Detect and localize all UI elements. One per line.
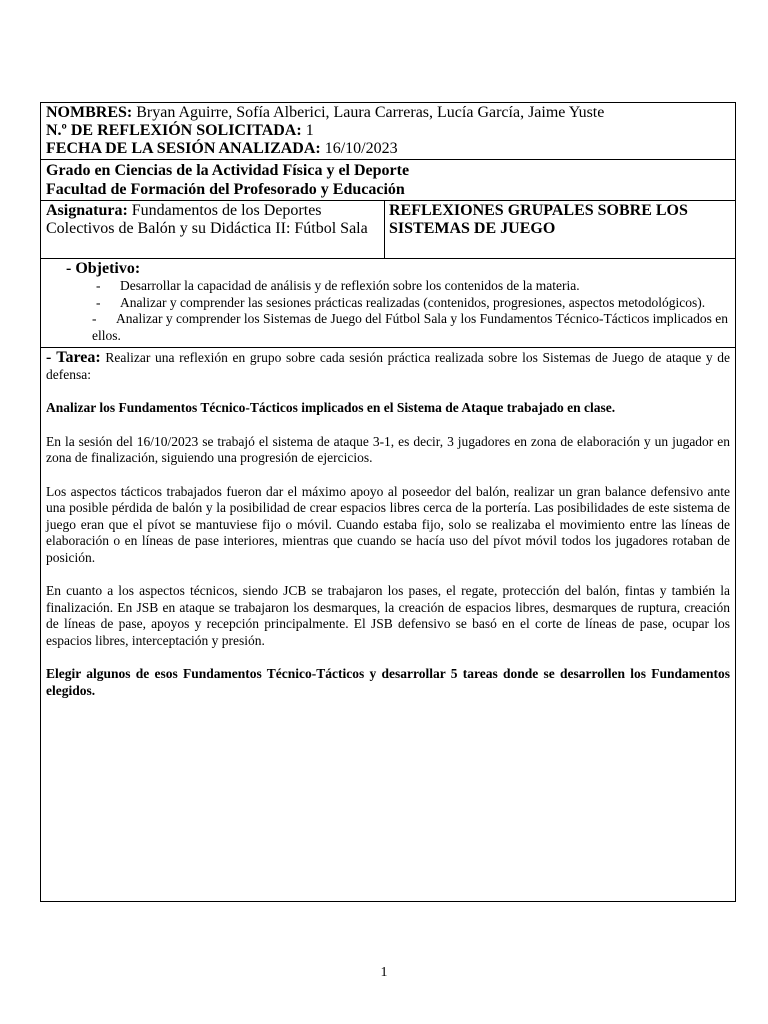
task-paragraph-2: Los aspectos tácticos trabajados fueron dar el máximo apoyo al poseedor del balón, realizar un gran balance defensivo ante una posible pérdida de balón y la posibilidad de crear espacios libres cerca de la portería. Las posibilidades de este sistema de juego eran que el pívot se mantuviese fijo o móvil. Cuando estaba fijo, solo se realizaba el movimiento entre las líneas de elaboración o en líneas de pase interiores, mientras que cuando se hacía uso del pívot móvil todos los jugadores rotaban de posición.	[46, 483, 730, 565]
reflection-number-line	[46, 122, 730, 140]
session-date-label: FECHA DE LA SESIÓN ANALIZADA:	[46, 140, 321, 157]
objectives-title: - Objetivo:	[66, 260, 141, 277]
task-label: - Tarea:	[46, 349, 101, 366]
session-date-line	[46, 140, 730, 158]
names-label: NOMBRES:	[46, 104, 133, 121]
degree-name: Grado en Ciencias de la Actividad Física y el Deporte	[46, 162, 410, 179]
task-intro	[46, 350, 730, 383]
objective-item: - Analizar y comprender los Sistemas de Juego del Fútbol Sala y los Fundamentos Técnico-Tácticos implicados en ellos.	[92, 311, 728, 343]
reflection-number-value: 1	[301, 122, 314, 139]
subject-section	[41, 201, 735, 259]
task-paragraph-1: En la sesión del 16/10/2023 se trabajó el sistema de ataque 3-1, es decir, 3 jugadores en zona de elaboración y un jugador en zona de finalización, siguiendo una progresión de ejercicios.	[46, 433, 730, 465]
objectives-list	[46, 278, 730, 344]
session-date-value: 16/10/2023	[320, 140, 398, 157]
objectives-section	[41, 259, 735, 348]
page-number: 1	[380, 965, 388, 980]
faculty-name: Facultad de Formación del Profesorado y Educación	[46, 181, 405, 198]
names-line	[46, 104, 730, 122]
reflection-number-label: N.º DE REFLEXIÓN SOLICITADA:	[46, 122, 302, 139]
subject-cell	[41, 201, 385, 258]
task-paragraph-3: En cuanto a los aspectos técnicos, siendo JCB se trabajaron los pases, el regate, protección del balón, fintas y también la finalización. En JSB en ataque se trabajaron los desmarques, la creación de espacios libres, desmarques de ruptura, creación de líneas de pase, apoyos y recepción principalmente. El JSB defensivo se basó en el corte de líneas de pase, ocupar los espacios libres, interceptación y presión.	[46, 583, 730, 648]
task-section	[41, 348, 735, 901]
subject-label: Asignatura:	[46, 202, 128, 219]
task-intro-text: Realizar una reflexión en grupo sobre cada sesión práctica realizada sobre los Sistemas de Juego de ataque y de defensa:	[46, 350, 731, 382]
document-title: REFLEXIONES GRUPALES SOBRE LOS SISTEMAS DE JUEGO	[389, 202, 688, 237]
objective-item: - Analizar y comprender las sesiones prácticas realizadas (contenidos, progresiones, aspectos metodológicos).	[96, 294, 706, 310]
reflection-form	[40, 102, 736, 902]
names-value: Bryan Aguirre, Sofía Alberici, Laura Carreras, Lucía García, Jaime Yuste	[132, 104, 605, 121]
subject-value: Fundamentos de los Deportes Colectivos de Balón y su Didáctica II: Fútbol Sala	[46, 202, 368, 237]
program-section	[41, 160, 735, 201]
task-closing: Elegir algunos de esos Fundamentos Técnico-Tácticos y desarrollar 5 tareas donde se desarrollen los Fundamentos elegidos.	[46, 666, 730, 698]
objective-item: - Desarrollar la capacidad de análisis y de reflexión sobre los contenidos de la materia.	[96, 278, 580, 293]
task-heading: Analizar los Fundamentos Técnico-Tácticos implicados en el Sistema de Ataque trabajado en clase.	[46, 400, 616, 415]
header-section	[41, 103, 735, 160]
